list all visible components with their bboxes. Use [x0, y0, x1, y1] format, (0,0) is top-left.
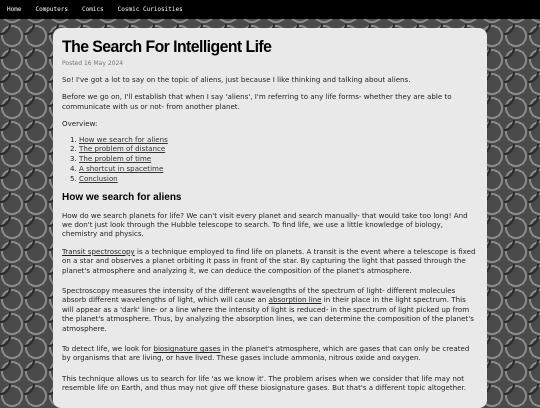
paragraph-text: Spectroscopy measures the intensity of the different wavelengths of the spectrum of light- different molecules absorb different wavelengths of light, which will cause an [62, 286, 456, 305]
article-title: The Search For Intelligent Life [62, 37, 272, 56]
section-paragraph-3 [62, 286, 478, 333]
nav-comics-link[interactable]: Comics [81, 6, 104, 13]
section-heading-search: How we search for aliens [62, 191, 182, 203]
overview-item [79, 154, 478, 164]
nav-computers-link[interactable]: Computers [35, 6, 68, 13]
transit-spectroscopy-link[interactable]: Transit spectroscopy [62, 246, 135, 256]
overview-item [79, 135, 478, 145]
paragraph-text: To detect life, we look for [62, 344, 154, 354]
overview-item [79, 144, 478, 154]
overview-link-conclusion[interactable]: Conclusion [79, 173, 118, 183]
overview-list [62, 135, 478, 184]
overview-link-shortcut[interactable]: A shortcut in spacetime [79, 164, 164, 174]
nav-cosmic-curiosities-link[interactable]: Cosmic Curiosities [117, 6, 183, 13]
intro-paragraph-1: So! I've got a lot to say on the topic of aliens, just because I like thinking and talking about aliens. [62, 75, 411, 84]
overview-link-distance[interactable]: The problem of distance [79, 144, 166, 154]
overview-link-time[interactable]: The problem of time [79, 154, 152, 164]
top-navigation [0, 0, 540, 19]
section-paragraph-1: How do we search planets for life? We can't visit every planet and search manually- that would take too long! And we don't just look through the Hubble telescope to search. To find life, we use a little knowledge of biology, chemistry and physics. [62, 210, 468, 239]
paragraph-text: in their place in the light spectrum. This will appear as a 'dark' line- or a line where the intensity of light is reduced- in the spectrum of light picked up from the planet's atmosphere. Thus, by analyzing the absorption lines, we can determine the composition of the planet's atmosphere. [62, 295, 474, 333]
posted-date: Posted 16 May 2024 [62, 60, 124, 67]
overview-item [79, 164, 478, 174]
absorption-line-link[interactable]: absorption line [268, 295, 322, 305]
overview-link-search[interactable]: How we search for aliens [79, 134, 168, 144]
overview-item [79, 174, 478, 184]
paragraph-text: in the planet's atmosphere, which are gases that can only be created by organisms that are living, or have lived. These gases include ammonia, nitrous oxide and oxygen. [62, 344, 470, 363]
section-paragraph-2 [62, 247, 478, 275]
nav-home-link[interactable]: Home [7, 6, 22, 13]
overview-label: Overview: [62, 119, 98, 129]
biosignature-gases-link[interactable]: biosignature gases [153, 344, 221, 354]
section-paragraph-4 [62, 344, 478, 363]
intro-paragraph-2: Before we go on, I'll establish that when I say 'aliens', I'm referring to any life forms- whether they are able to communicate with us or not- from another planet. [62, 92, 452, 111]
paragraph-text: is a technique employed to find life on planets. A transit is the event where a telescope is fixed on a star and observes a planet orbiting it pass in front of the star. By capturing the light that passed through the planet's atmosphere and analyzing it, we can deduce the composition of the planet's atmosphere. [62, 246, 476, 275]
article-card [53, 28, 487, 408]
section-paragraph-5: This technique allows us to search for life 'as we know it'. The problem arises when we consider that life may not resemble life on Earth, and thus may not give off these biosignature gases. But that's a different topic altogether. [62, 373, 467, 393]
